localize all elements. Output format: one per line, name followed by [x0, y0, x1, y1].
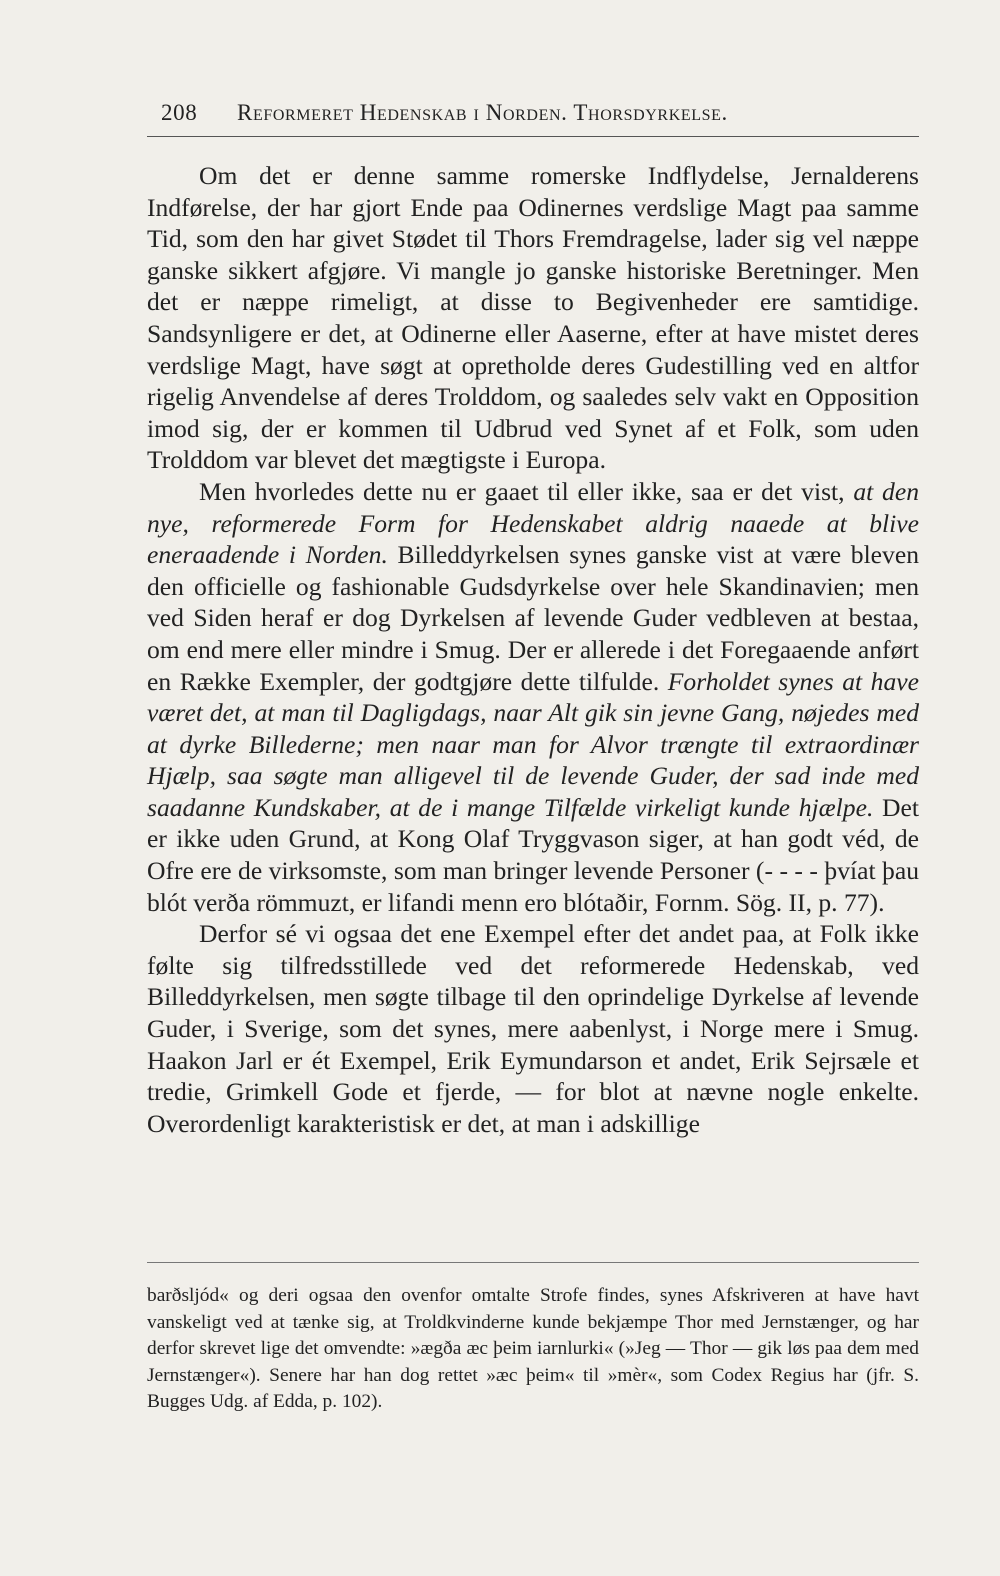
text-segment: Billeddyrkelsen synes ganske vist at være bleven den officielle og fashionable Gudsdyrkelse over hele Skandinavien; men ved Siden heraf er dog Dyrkelsen af levende Guder vedbleven at bestaa, om end mere eller mindre i Smug. Der er allerede i det Foregaaende anført en Række Exempler, der godtgjøre dette tilfulde. [147, 540, 919, 696]
running-title: Reformeret Hedenskab i Norden. Thorsdyrkelse. [237, 100, 728, 125]
italic-text-segment: at den nye, reformerede Form for Hedenskabet aldrig naaede at blive eneraadende i Norden. [147, 476, 919, 570]
italic-text-segment: Forholdet synes at have været det, at man til Dagligdags, naar Alt gik sin jevne Gang, nøjedes med at dyrke Billederne; men naar man for Alvor trængte til extraordinær Hjælp, saa søgte man alligevel til de levende Guder, der sad inde med saadanne Kundskaber, at de i mange Tilfælde virkeligt kunde hjælpe. [147, 666, 919, 822]
paragraph-3 [147, 918, 919, 1139]
text-segment: Derfor sé vi ogsaa det ene Exempel efter det andet paa, at Folk ikke følte sig tilfredsstillede ved det reformerede Hedenskab, ved Billeddyrkelsen, men søgte tilbage til den oprindelige Dyrkelse af levende Guder, i Sverige, som det synes, mere aabenlyst, i Norge mere i Smug. Haakon Jarl er ét Exempel, Erik Eymundarson et andet, Erik Sejrsæle et tredie, Grimkell Gode et fjerde, — for blot at nævne nogle enkelte. Overordenligt karakteristisk er det, at man i adskillige [147, 919, 919, 1138]
paragraph-2 [147, 476, 919, 918]
footnote-divider [147, 1262, 919, 1263]
running-head [147, 96, 919, 137]
body-text [147, 160, 919, 1139]
text-segment: Om det er denne samme romerske Indflydelse, Jernalderens Indførelse, der har gjort Ende paa Odinernes verdslige Magt paa samme Tid, som den har givet Stødet til Thors Fremdragelse, lader sig vel næppe ganske sikkert afgjøre. Vi mangle jo ganske historiske Beretninger. Men det er næppe rimeligt, at disse to Begivenheder ere samtidige. Sandsynligere er det, at Odinerne eller Aaserne, efter at have mistet deres verdslige Magt, have søgt at opretholde deres Gudestilling ved en altfor rigelig Anvendelse af deres Trolddom, og saaledes selv vakt en Opposition imod sig, der er kommen til Udbrud ved Synet af et Folk, som uden Trolddom var blevet det mægtigste i Europa. [147, 161, 919, 475]
paragraph-1 [147, 160, 919, 476]
footnote: barðsljód« og deri ogsaa den ovenfor omtalte Strofe findes, synes Afskriveren at have havt vanskeligt ved at tænke sig, at Troldkvinderne kunde bekjæmpe Thor med Jernstænger, og har derfor skrevet lige det omvendte: »ægða æc þeim iarnlurki« (»Jeg — Thor — gik løs paa dem med Jernstænger«). Senere har han dog rettet »æc þeim« til »mèr«, som Codex Regius har (jfr. S. Bugges Udg. af Edda, p. 102). [147, 1285, 919, 1413]
text-segment: Det er ikke uden Grund, at Kong Olaf Tryggvason siger, at han godt véd, de Ofre ere de virksomste, som man bringer levende Personer (- - - - þvíat þau blót verða römmuzt, er lifandi menn ero blótaðir, Fornm. Sög. II, p. 77). [147, 792, 919, 917]
text-segment: Men hvorledes dette nu er gaaet til eller ikke, saa er det vist, [199, 476, 854, 506]
page-number: 208 [161, 100, 198, 125]
